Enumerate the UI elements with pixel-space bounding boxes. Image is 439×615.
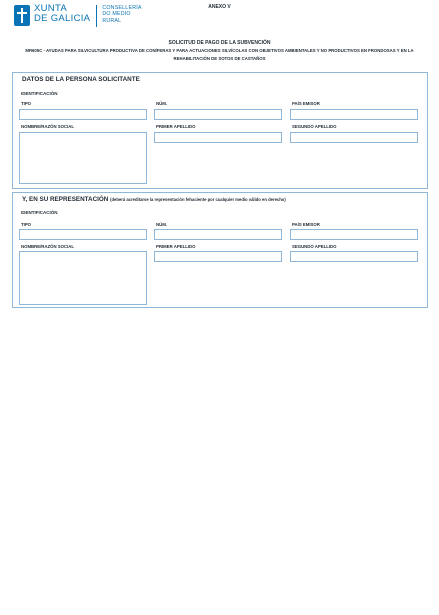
representative-pais-field[interactable] [290, 229, 418, 240]
applicant-primer-label: PRIMER APELLIDO [156, 124, 196, 129]
dept-line-2: DO MEDIO [102, 11, 131, 18]
representative-num-label: NÚM. [156, 222, 167, 227]
applicant-nombre-field[interactable] [19, 132, 147, 184]
applicant-tipo-field[interactable] [19, 109, 147, 120]
applicant-nombre-label: NOMBRE/RAZÓN SOCIAL [21, 124, 74, 129]
representative-identification-heading: IDENTIFICACIÓN [21, 210, 58, 215]
applicant-tipo-label: TIPO [21, 101, 32, 106]
representative-nombre-label: NOMBRE/RAZÓN SOCIAL [21, 244, 74, 249]
applicant-segundo-field[interactable] [290, 132, 418, 143]
applicant-primer-field[interactable] [154, 132, 282, 143]
representative-section [12, 192, 428, 308]
applicant-pais-label: PAÍS EMISOR [292, 101, 320, 106]
applicant-segundo-label: SEGUNDO APELLIDO [292, 124, 337, 129]
representative-tipo-field[interactable] [19, 229, 147, 240]
representative-section-title [22, 196, 286, 203]
applicant-section [12, 72, 428, 189]
representative-tipo-label: TIPO [21, 222, 32, 227]
representative-title-text: Y, EN SU REPRESENTACIÓN [22, 196, 109, 203]
applicant-pais-field[interactable] [290, 109, 418, 120]
applicant-num-field[interactable] [154, 109, 282, 120]
dept-line-3: RURAL [102, 17, 122, 24]
applicant-identification-heading: IDENTIFICACIÓN [21, 91, 58, 96]
applicant-section-title: DATOS DE LA PERSONA SOLICITANTE [22, 76, 140, 83]
applicant-num-label: NÚM. [156, 101, 167, 106]
brand-line-2: DE GALICIA [34, 13, 91, 24]
representative-num-field[interactable] [154, 229, 282, 240]
representative-note: (deberá acreditarse la representación fehaciente por cualquier medio válido en derecho) [110, 197, 286, 202]
representative-segundo-field[interactable] [290, 251, 418, 262]
brand-line-1: XUNTA [34, 3, 67, 14]
annex-label: ANEXO V [208, 4, 231, 10]
document-title: SOLICITUD DE PAGO DE LA SUBVENCIÓN [168, 40, 271, 46]
representative-segundo-label: SEGUNDO APELLIDO [292, 244, 337, 249]
representative-primer-field[interactable] [154, 251, 282, 262]
dept-line-1: CONSELLERÍA [102, 5, 142, 11]
representative-pais-label: PAÍS EMISOR [292, 222, 320, 227]
representative-primer-label: PRIMER APELLIDO [156, 244, 196, 249]
representative-nombre-field[interactable] [19, 251, 147, 305]
document-subtitle: MR605C - AYUDAS PARA SILVICULTURA PRODUCTIVA DE CONÍFERAS Y PARA ACTUACIONES SILVÍCOLAS CON OBJETIVOS AMBIENTALES Y NO PRODUCTIVOS EN FRONDOSAS Y EN LA REHABILITACIÓN DE SOTOS DE CASTAÑOS [25, 48, 414, 61]
